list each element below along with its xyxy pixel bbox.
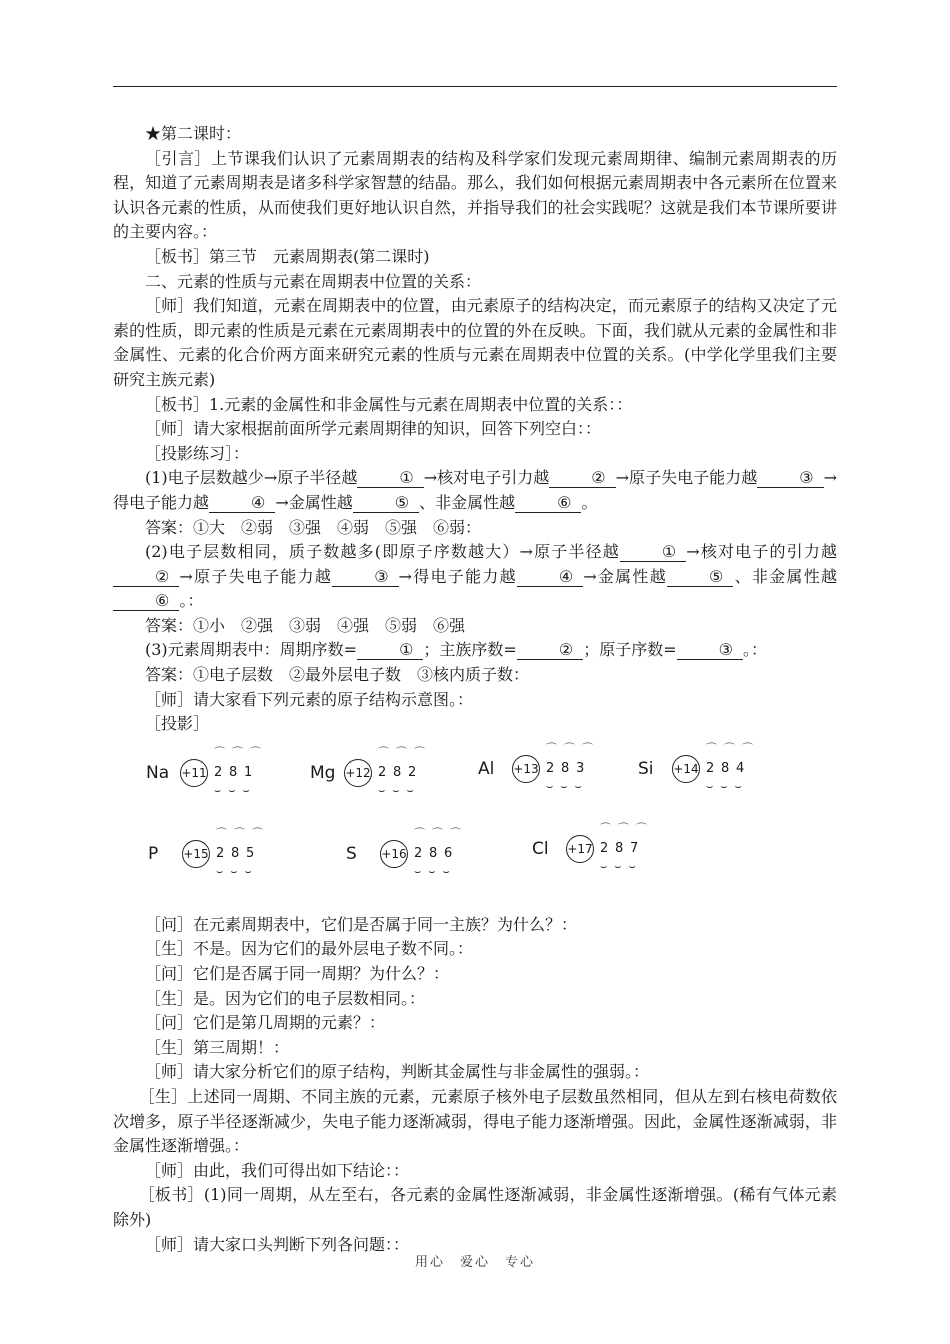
- atomic-structure-diagrams: [113, 739, 837, 911]
- nucleus: +11: [180, 759, 208, 787]
- element-symbol: Si: [638, 758, 654, 779]
- page-footer: 用心 爱心 专心: [414, 1255, 535, 1270]
- question-1: ［问］在元素周期表中，它们是否属于同一主族？为什么？：: [145, 914, 578, 934]
- shell-arc-icon: ⌣⌣⌣: [378, 783, 421, 797]
- shell-arc-icon: ⌣⌣⌣: [216, 864, 259, 878]
- atom-diagram: [478, 741, 600, 793]
- electron-shells: ⌒⌒⌒ 2 8 5 ⌣⌣⌣: [216, 842, 253, 867]
- exercise-1: (1)电子层数越少→原子半径越 ① →核对电子引力越 ② →原子失电子能力越 ③ →得电子能力越 ④ →金属性越 ⑤ 、非金属性越 ⑥ 。: [113, 468, 837, 512]
- shell-arc-icon: ⌒⌒⌒: [378, 745, 432, 759]
- document-body: [113, 122, 837, 1257]
- teacher-analysis-prompt: ［师］请大家分析它们的原子结构，判断其金属性与非金属性的强弱。：: [145, 1062, 650, 1082]
- answer-2: 答案：①小 ②强 ③弱 ④强 ⑤弱 ⑥强: [145, 615, 466, 635]
- answer-3: 答案：①电子层数 ②最外层电子数 ③核内质子数：: [145, 665, 530, 685]
- shell-arc-icon: ⌣⌣⌣: [600, 859, 643, 873]
- shell-arc-icon: ⌒⌒⌒: [214, 745, 268, 759]
- shell-arc-icon: ⌒⌒⌒: [216, 826, 270, 840]
- exercise-3: (3)元素周期表中：周期序数= ① ；主族序数= ② ；原子序数= ③ 。：: [145, 640, 767, 660]
- element-symbol: Mg: [310, 762, 336, 783]
- blank: ④: [209, 494, 275, 513]
- shell-arc-icon: ⌒⌒⌒: [546, 741, 600, 755]
- shell-arc-icon: ⌣⌣⌣: [706, 779, 749, 793]
- atom-diagram: [346, 826, 468, 878]
- shell-arc-icon: ⌒⌒⌒: [414, 826, 468, 840]
- nucleus: +15: [182, 840, 210, 868]
- shell-arc-icon: ⌣⌣⌣: [214, 783, 257, 797]
- atom-diagram: [310, 745, 432, 797]
- nucleus: +14: [672, 755, 700, 783]
- element-symbol: S: [346, 843, 357, 864]
- answer-1: 答案：①大 ②弱 ③强 ④弱 ⑤强 ⑥弱：: [145, 517, 482, 537]
- question-2: ［问］它们是否属于同一周期？为什么？：: [145, 964, 450, 984]
- section-heading: 二、元素的性质与元素在周期表中位置的关系：: [145, 271, 482, 291]
- blank: ②: [549, 469, 615, 488]
- electron-shells: ⌒⌒⌒ 2 8 4 ⌣⌣⌣: [706, 757, 743, 782]
- shell-arc-icon: ⌒⌒⌒: [706, 741, 760, 755]
- shell-arc-icon: ⌣⌣⌣: [414, 864, 457, 878]
- exercise-2: (2)电子层数相同，质子数越多(即原子序数越大）→原子半径越 ① →核对电子的引力越② →原子失电子能力越 ③ →得电子能力越 ④ →金属性越 ⑤ 、非金属性越⑥ 。：: [113, 540, 837, 614]
- teacher-figure-prompt: ［师］请大家看下列元素的原子结构示意图。：: [145, 689, 474, 709]
- paragraph-teacher: ［师］我们知道，元素在周期表中的位置，由元素原子的结构决定，而元素原子的结构又决定了元素的性质，即元素的性质是元素在元素周期表中的位置的外在反映。下面，我们就从元素的金属性和非金属性、元素的化合价两方面来研究元素的性质与元素在周期表中位置的关系。(中学化学里我们主要研究主族元素): [113, 296, 837, 389]
- blank: ④: [517, 568, 583, 587]
- blank: ①: [620, 543, 686, 562]
- teacher-conclusion-prompt: ［师］由此，我们可得出如下结论：：: [145, 1160, 410, 1180]
- blank: ③: [677, 641, 743, 660]
- electron-shells: ⌒⌒⌒ 2 8 1 ⌣⌣⌣: [214, 761, 251, 786]
- element-symbol: Na: [146, 762, 170, 783]
- blank: ②: [113, 568, 179, 587]
- projection-label: ［投影］: [145, 714, 210, 734]
- element-symbol: Al: [478, 758, 495, 779]
- header-rule: [113, 86, 837, 87]
- board-title: ［板书］第三节 元素周期表(第二课时): [145, 246, 430, 266]
- teacher-prompt: ［师］请大家根据前面所学元素周期律的知识，回答下列空白：：: [145, 419, 602, 439]
- atom-diagram: [532, 821, 654, 873]
- board-item-1: ［板书］1.元素的金属性和非金属性与元素在周期表中位置的关系：：: [145, 394, 633, 414]
- teacher-final-prompt: ［师］请大家口头判断下列各问题：：: [145, 1234, 410, 1254]
- blank: ⑥: [113, 592, 179, 611]
- nucleus: +13: [512, 755, 540, 783]
- lesson-heading: ★第二课时：: [145, 124, 242, 143]
- atom-diagram: [148, 826, 270, 878]
- exercise-heading: ［投影练习］：: [145, 443, 250, 463]
- atom-diagram: [146, 745, 268, 797]
- student-analysis: ［生］上述同一周期、不同主族的元素，元素原子核外电子层数虽然相同，但从左到右核电荷数依次增多，原子半径逐渐减少，失电子能力逐渐减弱，得电子能力逐渐增强。因此，金属性逐渐减弱，非金属性逐渐增强。：: [113, 1087, 837, 1156]
- board-conclusion: ［板书］(1)同一周期，从左至右，各元素的金属性逐渐减弱，非金属性逐渐增强。(稀有气体元素除外): [113, 1185, 837, 1229]
- nucleus: +16: [380, 840, 408, 868]
- blank: ①: [357, 469, 423, 488]
- electron-shells: ⌒⌒⌒ 2 8 6 ⌣⌣⌣: [414, 842, 451, 867]
- student-answer-2: ［生］是。因为它们的电子层数相同。：: [145, 988, 426, 1008]
- question-3: ［问］它们是第几周期的元素？：: [145, 1013, 386, 1033]
- blank: ②: [517, 641, 583, 660]
- nucleus: +12: [344, 759, 372, 787]
- blank: ⑥: [515, 494, 581, 513]
- element-symbol: P: [148, 843, 159, 864]
- electron-shells: ⌒⌒⌒ 2 8 7 ⌣⌣⌣: [600, 837, 637, 862]
- nucleus: +17: [566, 835, 594, 863]
- blank: ⑤: [667, 568, 733, 587]
- shell-arc-icon: ⌣⌣⌣: [546, 779, 589, 793]
- blank: ⑤: [353, 494, 419, 513]
- student-answer-3: ［生］第三周期！：: [145, 1037, 290, 1057]
- blank: ③: [757, 469, 823, 488]
- atom-diagram: [638, 741, 760, 793]
- blank: ①: [357, 641, 423, 660]
- shell-arc-icon: ⌒⌒⌒: [600, 821, 654, 835]
- electron-shells: ⌒⌒⌒ 2 8 2 ⌣⌣⌣: [378, 761, 415, 786]
- paragraph-introduction: ［引言］上节课我们认识了元素周期表的结构及科学家们发现元素周期律、编制元素周期表的历程，知道了元素周期表是诸多科学家智慧的结晶。那么，我们如何根据元素周期表中各元素所在位置来认识各元素的性质，从而使我们更好地认识自然，并指导我们的社会实践呢？这就是我们本节课所要讲的主要内容。：: [113, 148, 837, 242]
- electron-shells: ⌒⌒⌒ 2 8 3 ⌣⌣⌣: [546, 757, 583, 782]
- student-answer-1: ［生］不是。因为它们的最外层电子数不同。：: [145, 939, 474, 959]
- blank: ③: [332, 568, 398, 587]
- element-symbol: Cl: [532, 838, 549, 859]
